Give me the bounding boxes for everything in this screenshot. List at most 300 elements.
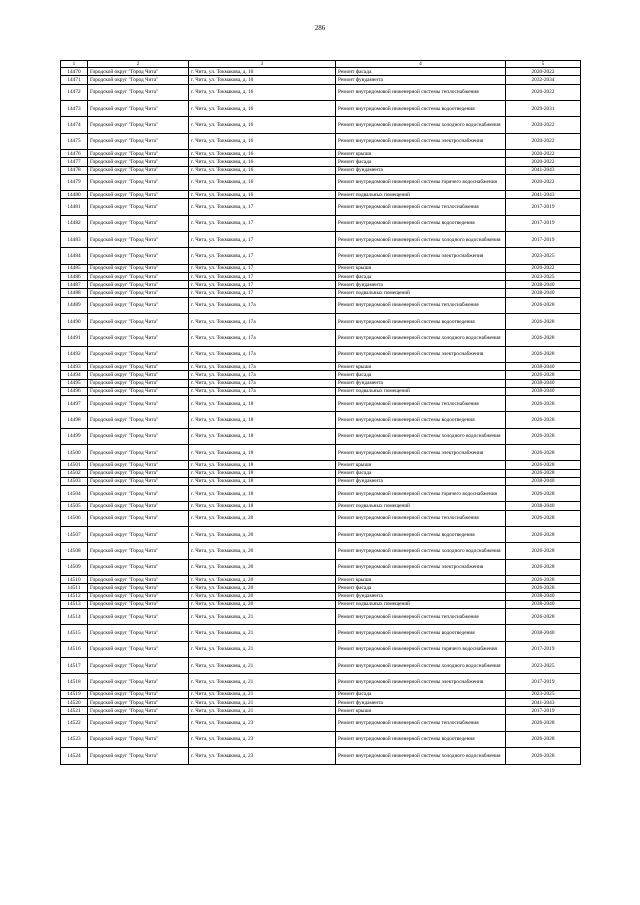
address-cell: г. Чита, ул. Токмакова, д. 16 [189,174,336,190]
period-cell: 2026-2028 [506,584,581,592]
work-type-cell: Ремонт внутридомовой инженерной системы электроснабжения [336,559,506,575]
municipality-cell: Городской округ "Город Чита" [88,76,189,84]
period-cell: 2017-2019 [506,641,581,657]
work-type-cell: Ремонт крыши [336,461,506,469]
municipality-cell: Городской округ "Город Чита" [88,133,189,149]
header-cell: 5 [506,61,581,68]
period-cell: 2026-2028 [506,371,581,379]
address-cell: г. Чита, ул. Токмакова, д. 23 [189,748,336,764]
address-cell: г. Чита, ул. Токмакова, д. 18 [189,412,336,428]
address-cell: г. Чита, ул. Токмакова, д. 18 [189,445,336,461]
row-number: 14517 [61,658,88,674]
municipality-cell: Городской округ "Город Чита" [88,313,189,329]
table-row [61,486,581,502]
table-body [61,68,581,764]
municipality-cell: Городской округ "Город Чита" [88,346,189,362]
municipality-cell: Городской округ "Город Чита" [88,379,189,387]
work-type-cell: Ремонт внутридомовой инженерной системы теплоснабжения [336,84,506,100]
table-row [61,289,581,297]
header-cell: 2 [88,61,189,68]
address-cell: г. Чита, ул. Токмакова, д. 17 [189,289,336,297]
work-type-cell: Ремонт внутридомовой инженерной системы водоотведения [336,313,506,329]
header-cell: 1 [61,61,88,68]
municipality-cell: Городской округ "Город Чита" [88,289,189,297]
period-cell: 2026-2028 [506,330,581,346]
table-row [61,150,581,158]
municipality-cell: Городской округ "Город Чита" [88,690,189,698]
municipality-cell: Городской округ "Город Чита" [88,428,189,444]
row-number: 14494 [61,371,88,379]
municipality-cell: Городской округ "Город Чита" [88,387,189,395]
registry-table [60,60,581,765]
row-number: 14470 [61,68,88,76]
header-cell: 4 [336,61,506,68]
municipality-cell: Городской округ "Город Чита" [88,330,189,346]
municipality-cell: Городской округ "Город Чита" [88,707,189,715]
address-cell: г. Чита, ул. Токмакова, д. 16 [189,191,336,199]
row-number: 14499 [61,428,88,444]
table-row [61,232,581,248]
municipality-cell: Городской округ "Город Чита" [88,199,189,215]
municipality-cell: Городской округ "Город Чита" [88,576,189,584]
address-cell: г. Чита, ул. Токмакова, д. 10 [189,76,336,84]
address-cell: г. Чита, ул. Токмакова, д. 21 [189,625,336,641]
work-type-cell: Ремонт внутридомовой инженерной системы теплоснабжения [336,199,506,215]
table-row [61,510,581,526]
table-row [61,166,581,174]
address-cell: г. Чита, ул. Токмакова, д. 16 [189,150,336,158]
row-number: 14507 [61,527,88,543]
row-number: 14497 [61,395,88,411]
row-number: 14471 [61,76,88,84]
period-cell: 2041-2043 [506,166,581,174]
municipality-cell: Городской округ "Город Чита" [88,273,189,281]
period-cell: 2026-2028 [506,313,581,329]
period-cell: 2023-2025 [506,273,581,281]
municipality-cell: Городской округ "Город Чита" [88,486,189,502]
work-type-cell: Ремонт фасада [336,584,506,592]
row-number: 14511 [61,584,88,592]
address-cell: г. Чита, ул. Токмакова, д. 17а [189,371,336,379]
work-type-cell: Ремонт подвальных помещений [336,502,506,510]
work-type-cell: Ремонт внутридомовой инженерной системы теплоснабжения [336,715,506,731]
municipality-cell: Городской округ "Город Чита" [88,469,189,477]
work-type-cell: Ремонт фундамента [336,281,506,289]
row-number: 14512 [61,592,88,600]
row-number: 14506 [61,510,88,526]
period-cell: 2026-2028 [506,576,581,584]
work-type-cell: Ремонт фундамента [336,592,506,600]
table-row [61,395,581,411]
row-number: 14488 [61,289,88,297]
row-number: 14510 [61,576,88,584]
address-cell: г. Чита, ул. Токмакова, д. 18 [189,469,336,477]
table-row [61,699,581,707]
municipality-cell: Городской округ "Город Чита" [88,68,189,76]
address-cell: г. Чита, ул. Токмакова, д. 17а [189,313,336,329]
work-type-cell: Ремонт внутридомовой инженерной системы теплоснабжения [336,297,506,313]
address-cell: г. Чита, ул. Токмакова, д. 10 [189,68,336,76]
work-type-cell: Ремонт внутридомовой инженерной системы водоотведения [336,412,506,428]
table-row [61,174,581,190]
period-cell: 2038-2040 [506,363,581,371]
work-type-cell: Ремонт крыши [336,150,506,158]
municipality-cell: Городской округ "Город Чита" [88,674,189,690]
period-cell: 2026-2028 [506,543,581,559]
period-cell: 2038-2040 [506,600,581,608]
work-type-cell: Ремонт фасада [336,273,506,281]
work-type-cell: Ремонт крыши [336,707,506,715]
address-cell: г. Чита, ул. Токмакова, д. 17а [189,387,336,395]
municipality-cell: Городской округ "Город Чита" [88,625,189,641]
address-cell: г. Чита, ул. Токмакова, д. 16 [189,166,336,174]
period-cell: 2038-2040 [506,379,581,387]
row-number: 14508 [61,543,88,559]
row-number: 14520 [61,699,88,707]
work-type-cell: Ремонт подвальных помещений [336,289,506,297]
period-cell: 2017-2019 [506,232,581,248]
table-row [61,608,581,624]
address-cell: г. Чита, ул. Токмакова, д. 18 [189,486,336,502]
period-cell: 2029-2031 [506,100,581,116]
work-type-cell: Ремонт крыши [336,363,506,371]
work-type-cell: Ремонт фасада [336,469,506,477]
work-type-cell: Ремонт внутридомовой инженерной системы горячего водоснабжения [336,174,506,190]
municipality-cell: Городской округ "Город Чита" [88,600,189,608]
address-cell: г. Чита, ул. Токмакова, д. 17 [189,215,336,231]
municipality-cell: Городской округ "Город Чита" [88,232,189,248]
period-cell: 2020-2022 [506,264,581,272]
table-row [61,469,581,477]
period-cell: 2026-2028 [506,412,581,428]
municipality-cell: Городской округ "Город Чита" [88,731,189,747]
work-type-cell: Ремонт фундамента [336,477,506,485]
table-row [61,674,581,690]
work-type-cell: Ремонт крыши [336,264,506,272]
address-cell: г. Чита, ул. Токмакова, д. 21 [189,608,336,624]
address-cell: г. Чита, ул. Токмакова, д. 23 [189,731,336,747]
row-number: 14491 [61,330,88,346]
table-row [61,297,581,313]
table-row [61,117,581,133]
address-cell: г. Чита, ул. Токмакова, д. 20 [189,576,336,584]
address-cell: г. Чита, ул. Токмакова, д. 18 [189,477,336,485]
period-cell: 2026-2028 [506,297,581,313]
municipality-cell: Городской округ "Город Чита" [88,412,189,428]
period-cell: 2038-2040 [506,625,581,641]
row-number: 14515 [61,625,88,641]
table-row [61,273,581,281]
address-cell: г. Чита, ул. Токмакова, д. 17а [189,363,336,371]
work-type-cell: Ремонт фасада [336,690,506,698]
row-number: 14496 [61,387,88,395]
period-cell: 2026-2028 [506,486,581,502]
municipality-cell: Городской округ "Город Чита" [88,445,189,461]
municipality-cell: Городской округ "Город Чита" [88,592,189,600]
row-number: 14524 [61,748,88,764]
row-number: 14477 [61,158,88,166]
work-type-cell: Ремонт фасада [336,158,506,166]
row-number: 14489 [61,297,88,313]
municipality-cell: Городской округ "Город Чита" [88,608,189,624]
municipality-cell: Городской округ "Город Чита" [88,715,189,731]
municipality-cell: Городской округ "Город Чита" [88,363,189,371]
period-cell: 2017-2019 [506,707,581,715]
table-row [61,281,581,289]
work-type-cell: Ремонт внутридомовой инженерной системы холодного водоснабжения [336,658,506,674]
work-type-cell: Ремонт внутридомовой инженерной системы электроснабжения [336,133,506,149]
work-type-cell: Ремонт подвальных помещений [336,191,506,199]
work-type-cell: Ремонт внутридомовой инженерной системы холодного водоснабжения [336,543,506,559]
work-type-cell: Ремонт внутридомовой инженерной системы водоотведения [336,625,506,641]
period-cell: 2026-2028 [506,559,581,575]
period-cell: 2020-2022 [506,84,581,100]
period-cell: 2026-2028 [506,445,581,461]
address-cell: г. Чита, ул. Токмакова, д. 16 [189,158,336,166]
table-row [61,559,581,575]
municipality-cell: Городской округ "Город Чита" [88,174,189,190]
row-number: 14479 [61,174,88,190]
table-row [61,707,581,715]
work-type-cell: Ремонт внутридомовой инженерной системы водоотведения [336,527,506,543]
address-cell: г. Чита, ул. Токмакова, д. 21 [189,658,336,674]
period-cell: 2026-2028 [506,527,581,543]
row-number: 14493 [61,363,88,371]
row-number: 14473 [61,100,88,116]
municipality-cell: Городской округ "Город Чита" [88,641,189,657]
page-number: 286 [314,24,326,32]
table-row [61,600,581,608]
period-cell: 2038-2040 [506,281,581,289]
work-type-cell: Ремонт внутридомовой инженерной системы водоотведения [336,731,506,747]
period-cell: 2026-2028 [506,428,581,444]
table-row [61,527,581,543]
work-type-cell: Ремонт внутридомовой инженерной системы электроснабжения [336,346,506,362]
municipality-cell: Городской округ "Город Чита" [88,297,189,313]
work-type-cell: Ремонт внутридомовой инженерной системы водоотведения [336,100,506,116]
municipality-cell: Городской округ "Город Чита" [88,215,189,231]
period-cell: 2023-2025 [506,658,581,674]
address-cell: г. Чита, ул. Токмакова, д. 21 [189,690,336,698]
work-type-cell: Ремонт внутридомовой инженерной системы теплоснабжения [336,510,506,526]
address-cell: г. Чита, ул. Токмакова, д. 21 [189,674,336,690]
municipality-cell: Городской округ "Город Чита" [88,371,189,379]
table-row [61,215,581,231]
table-row [61,625,581,641]
address-cell: г. Чита, ул. Токмакова, д. 18 [189,395,336,411]
work-type-cell: Ремонт внутридомовой инженерной системы электроснабжения [336,674,506,690]
municipality-cell: Городской округ "Город Чита" [88,527,189,543]
municipality-cell: Городской округ "Город Чита" [88,158,189,166]
period-cell: 2020-2022 [506,150,581,158]
address-cell: г. Чита, ул. Токмакова, д. 17 [189,273,336,281]
table-row [61,199,581,215]
row-number: 14480 [61,191,88,199]
period-cell: 2026-2028 [506,346,581,362]
period-cell: 2026-2028 [506,510,581,526]
period-cell: 2038-2040 [506,387,581,395]
table-row [61,158,581,166]
period-cell: 2017-2019 [506,674,581,690]
municipality-cell: Городской округ "Город Чита" [88,191,189,199]
period-cell: 2026-2028 [506,461,581,469]
address-cell: г. Чита, ул. Токмакова, д. 21 [189,641,336,657]
municipality-cell: Городской округ "Город Чита" [88,150,189,158]
municipality-cell: Городской округ "Город Чита" [88,100,189,116]
period-cell: 2017-2019 [506,215,581,231]
address-cell: г. Чита, ул. Токмакова, д. 20 [189,543,336,559]
table-row [61,313,581,329]
table-row [61,379,581,387]
municipality-cell: Городской округ "Город Чита" [88,658,189,674]
row-number: 14481 [61,199,88,215]
table-row [61,330,581,346]
row-number: 14485 [61,264,88,272]
period-cell: 2023-2025 [506,690,581,698]
address-cell: г. Чита, ул. Токмакова, д. 18 [189,502,336,510]
row-number: 14474 [61,117,88,133]
row-number: 14486 [61,273,88,281]
table-row [61,576,581,584]
row-number: 14501 [61,461,88,469]
row-number: 14487 [61,281,88,289]
work-type-cell: Ремонт внутридомовой инженерной системы холодного водоснабжения [336,748,506,764]
period-cell: 2017-2019 [506,199,581,215]
work-type-cell: Ремонт крыши [336,576,506,584]
row-number: 14498 [61,412,88,428]
municipality-cell: Городской округ "Город Чита" [88,699,189,707]
table-row [61,428,581,444]
work-type-cell: Ремонт внутридомовой инженерной системы теплоснабжения [336,608,506,624]
row-number: 14503 [61,477,88,485]
period-cell: 2038-2040 [506,592,581,600]
work-type-cell: Ремонт внутридомовой инженерной системы электроснабжения [336,248,506,264]
period-cell: 2032-2034 [506,76,581,84]
period-cell: 2020-2022 [506,158,581,166]
table-row [61,731,581,747]
table-row [61,84,581,100]
table-row [61,748,581,764]
work-type-cell: Ремонт фундамента [336,166,506,174]
work-type-cell: Ремонт внутридомовой инженерной системы холодного водоснабжения [336,117,506,133]
address-cell: г. Чита, ул. Токмакова, д. 17а [189,330,336,346]
work-type-cell: Ремонт внутридомовой инженерной системы холодного водоснабжения [336,428,506,444]
table-row [61,68,581,76]
table-row [61,584,581,592]
address-cell: г. Чита, ул. Токмакова, д. 17а [189,297,336,313]
row-number: 14472 [61,84,88,100]
table-row [61,264,581,272]
period-cell: 2026-2028 [506,748,581,764]
address-cell: г. Чита, ул. Токмакова, д. 17 [189,232,336,248]
municipality-cell: Городской округ "Город Чита" [88,84,189,100]
municipality-cell: Городской округ "Город Чита" [88,461,189,469]
address-cell: г. Чита, ул. Токмакова, д. 20 [189,584,336,592]
municipality-cell: Городской округ "Город Чита" [88,502,189,510]
row-number: 14521 [61,707,88,715]
work-type-cell: Ремонт внутридомовой инженерной системы электроснабжения [336,445,506,461]
table-row [61,248,581,264]
work-type-cell: Ремонт внутридомовой инженерной системы водоотведения [336,215,506,231]
row-number: 14502 [61,469,88,477]
period-cell: 2038-2040 [506,502,581,510]
work-type-cell: Ремонт фасада [336,68,506,76]
address-cell: г. Чита, ул. Токмакова, д. 16 [189,133,336,149]
address-cell: г. Чита, ул. Токмакова, д. 16 [189,117,336,133]
row-number: 14516 [61,641,88,657]
municipality-cell: Городской округ "Город Чита" [88,264,189,272]
work-type-cell: Ремонт фундамента [336,699,506,707]
row-number: 14484 [61,248,88,264]
address-cell: г. Чита, ул. Токмакова, д. 17а [189,379,336,387]
work-type-cell: Ремонт фасада [336,371,506,379]
work-type-cell: Ремонт фундамента [336,379,506,387]
address-cell: г. Чита, ул. Токмакова, д. 17 [189,264,336,272]
address-cell: г. Чита, ул. Токмакова, д. 20 [189,527,336,543]
address-cell: г. Чита, ул. Токмакова, д. 16 [189,100,336,116]
address-cell: г. Чита, ул. Токмакова, д. 16 [189,84,336,100]
row-number: 14490 [61,313,88,329]
work-type-cell: Ремонт внутридомовой инженерной системы холодного водоснабжения [336,232,506,248]
address-cell: г. Чита, ул. Токмакова, д. 17а [189,346,336,362]
municipality-cell: Городской округ "Город Чита" [88,477,189,485]
period-cell: 2026-2028 [506,731,581,747]
address-cell: г. Чита, ул. Токмакова, д. 21 [189,707,336,715]
address-cell: г. Чита, ул. Токмакова, д. 21 [189,699,336,707]
municipality-cell: Городской округ "Город Чита" [88,748,189,764]
row-number: 14492 [61,346,88,362]
row-number: 14475 [61,133,88,149]
table-row [61,461,581,469]
work-type-cell: Ремонт внутридомовой инженерной системы теплоснабжения [336,395,506,411]
address-cell: г. Чита, ул. Токмакова, д. 18 [189,428,336,444]
municipality-cell: Городской округ "Город Чита" [88,510,189,526]
period-cell: 2026-2028 [506,395,581,411]
period-cell: 2026-2028 [506,608,581,624]
address-cell: г. Чита, ул. Токмакова, д. 20 [189,592,336,600]
address-cell: г. Чита, ул. Токмакова, д. 23 [189,715,336,731]
address-cell: г. Чита, ул. Токмакова, д. 17 [189,199,336,215]
municipality-cell: Городской округ "Город Чита" [88,166,189,174]
municipality-cell: Городской округ "Город Чита" [88,395,189,411]
row-number: 14483 [61,232,88,248]
table-row [61,658,581,674]
table-row [61,690,581,698]
period-cell: 2020-2022 [506,133,581,149]
address-cell: г. Чита, ул. Токмакова, д. 17 [189,248,336,264]
period-cell: 2038-2040 [506,477,581,485]
table-row [61,592,581,600]
address-cell: г. Чита, ул. Токмакова, д. 20 [189,600,336,608]
municipality-cell: Городской округ "Город Чита" [88,281,189,289]
municipality-cell: Городской округ "Город Чита" [88,559,189,575]
table-row [61,445,581,461]
municipality-cell: Городской округ "Город Чита" [88,248,189,264]
period-cell: 2041-2043 [506,699,581,707]
table-row [61,76,581,84]
address-cell: г. Чита, ул. Токмакова, д. 20 [189,559,336,575]
table-row [61,133,581,149]
period-cell: 2023-2025 [506,248,581,264]
row-number: 14522 [61,715,88,731]
table-row [61,715,581,731]
row-number: 14523 [61,731,88,747]
header-row [61,61,581,68]
municipality-cell: Городской округ "Город Чита" [88,117,189,133]
row-number: 14504 [61,486,88,502]
table-row [61,100,581,116]
address-cell: г. Чита, ул. Токмакова, д. 18 [189,461,336,469]
